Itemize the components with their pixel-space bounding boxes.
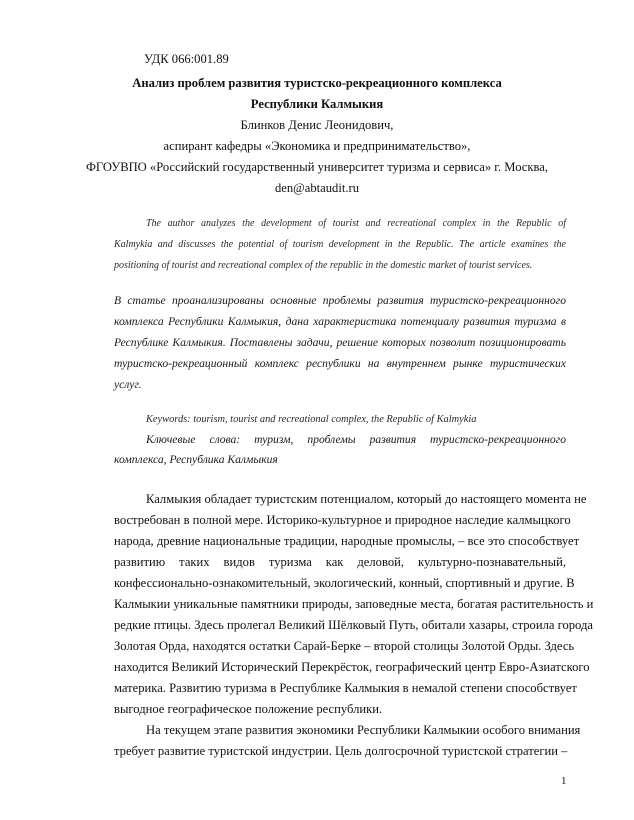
abstract-ru-line: комплекса Республики Калмыкия, дана характеристика потенциалу развития туризма в: [114, 315, 566, 328]
body-line: На текущем этапе развития экономики Республики Калмыкии особого внимания: [146, 723, 581, 737]
body-line: Калмыкия обладает туристским потенциалом, который до настоящего момента не: [146, 492, 587, 506]
abstract-ru-line: услуг.: [114, 378, 142, 391]
keywords-ru-line-1: Ключевые слова: туризм, проблемы развития туристско-рекреационного: [146, 433, 566, 446]
abstract-en-line: Kalmykia and discusses the potential of tourism development in the Republic. The article examines the: [114, 239, 566, 250]
author-name: Блинков Денис Леонидович,: [240, 118, 394, 132]
abstract-en-line: The author analyzes the development of tourist and recreational complex in the Republic of: [146, 218, 566, 229]
keywords-en: Keywords: tourism, tourist and recreational complex, the Republic of Kalmykia: [146, 414, 477, 425]
abstract-ru-line: туристско-рекреационный комплекс республики на внутреннем рынке туристических: [114, 357, 566, 370]
abstract-en-line: positioning of tourist and recreational complex of the republic in the domestic market of tourist services.: [114, 260, 533, 271]
title-line-2: Республики Калмыкия: [250, 97, 384, 111]
author-position: аспирант кафедры «Экономика и предпринимательство»,: [163, 139, 471, 153]
author-affiliation: ФГОУВПО «Российский государственный университет туризма и сервиса» г. Москва,: [85, 160, 549, 174]
author-email: den@abtaudit.ru: [275, 181, 359, 195]
title-line-1: Анализ проблем развития туристско-рекреационного комплекса: [132, 76, 502, 90]
abstract-ru-line: Республике Калмыкия. Поставлены задачи, решение которых позволит позиционировать: [114, 336, 566, 349]
body-line: востребован в полной мере. Историко-культурное и природное наследие калмыцкого: [114, 513, 571, 527]
body-line: редкие птицы. Здесь пролегал Великий Шёлковый Путь, обитали хазары, строила города: [114, 618, 593, 632]
body-line: народа, древние национальные традиции, народные промыслы, – все это способствует: [114, 534, 580, 548]
body-line: развитию таких видов туризма как деловой, культурно-познавательный,: [114, 555, 566, 569]
body-line: требует развитие туристской индустрии. Цель долгосрочной туристской стратегии –: [114, 744, 568, 758]
page-number: 1: [561, 775, 567, 787]
keywords-ru-line-2: комплекса, Республика Калмыкия: [114, 453, 278, 466]
udc-code: УДК 066:001.89: [144, 52, 229, 66]
abstract-ru-line: В статье проанализированы основные проблемы развития туристско-рекреационного: [114, 294, 566, 307]
body-line: находится Великий Исторический Перекрёсток, географический центр Евро-Азиатского: [114, 660, 590, 674]
body-line: материка. Развитию туризма в Республике Калмыкия в немалой степени способствует: [114, 681, 577, 695]
body-line: выгодное географическое положение республики.: [114, 702, 383, 716]
body-line: конфессионально-ознакомительный, экологический, конный, спортивный и другие. В: [114, 576, 575, 590]
body-line: Калмыкии уникальные памятники природы, заповедные места, богатая растительность и: [114, 597, 594, 611]
body-line: Золотая Орда, находятся остатки Сарай-Берке – второй столицы Золотой Орды. Здесь: [114, 639, 575, 653]
